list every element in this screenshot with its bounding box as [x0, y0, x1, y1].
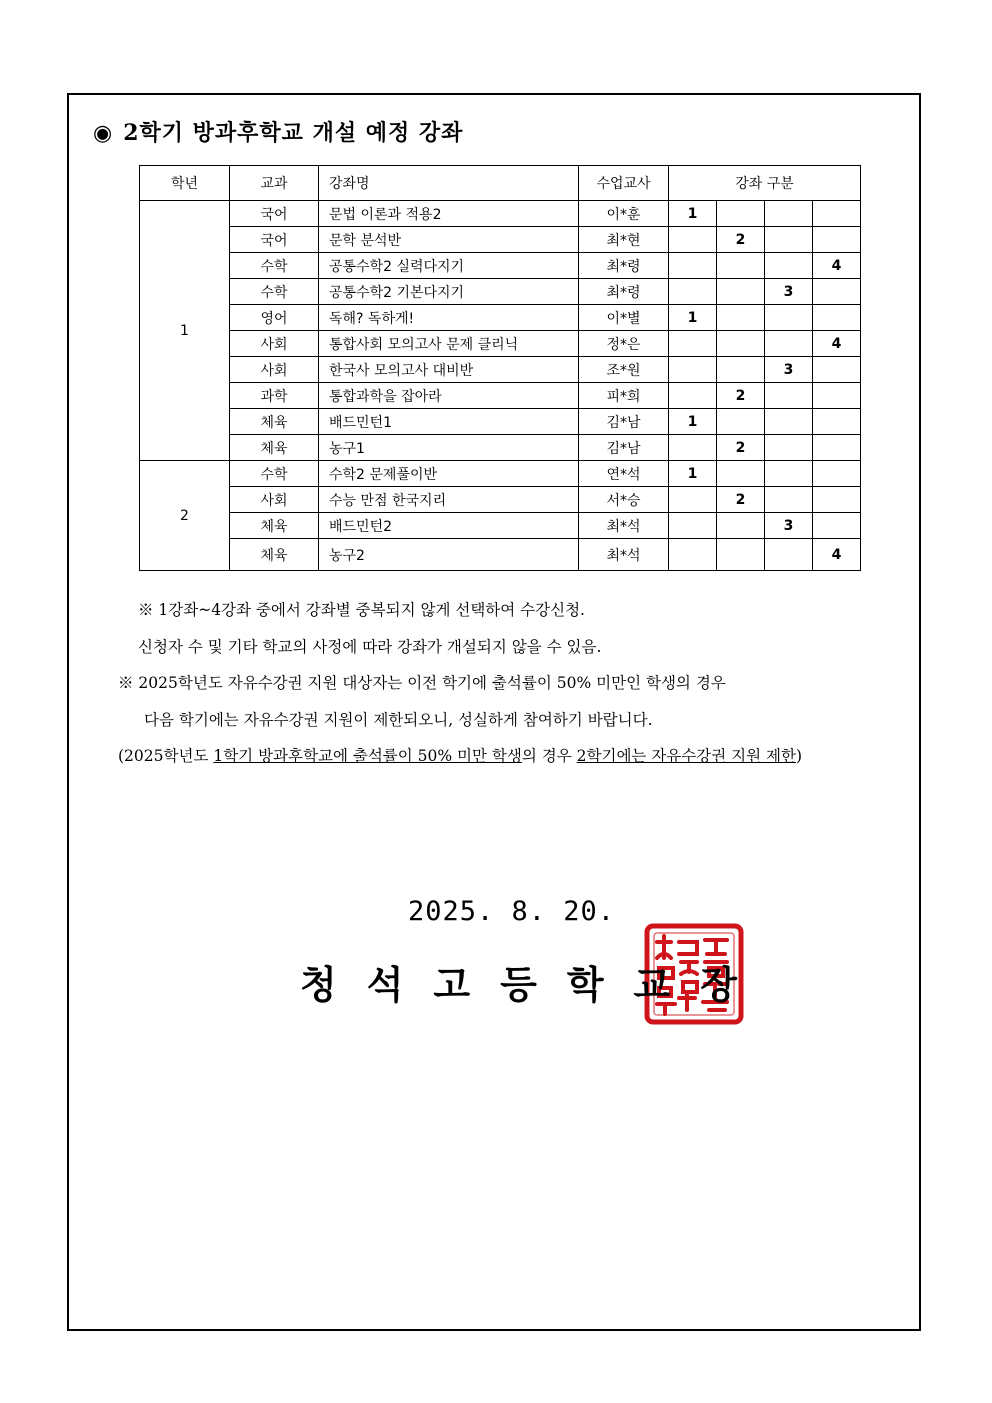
slot-cell-1: [669, 357, 717, 383]
subject-cell: 수학: [230, 253, 319, 279]
teacher-cell: 서*승: [579, 487, 669, 513]
slot-cell-4: [813, 435, 861, 461]
teacher-cell: 김*남: [579, 435, 669, 461]
slot-cell-4: 4: [813, 539, 861, 571]
slot-cell-3: 3: [765, 513, 813, 539]
teacher-cell: 피*희: [579, 383, 669, 409]
slot-cell-2: [717, 279, 765, 305]
subject-cell: 수학: [230, 461, 319, 487]
course-name-cell: 한국사 모의고사 대비반: [319, 357, 579, 383]
slot-cell-3: [765, 305, 813, 331]
slot-cell-4: 4: [813, 331, 861, 357]
issue-date: 2025. 8. 20.: [408, 896, 616, 927]
subject-cell: 사회: [230, 331, 319, 357]
course-name-cell: 통합사회 모의고사 문제 클리닉: [319, 331, 579, 357]
note-line-5-part-1: (2025학년도: [118, 747, 214, 765]
table-row: [140, 357, 861, 383]
table-row: [140, 409, 861, 435]
course-name-cell: 문법 이론과 적용2: [319, 201, 579, 227]
course-name-cell: 농구1: [319, 435, 579, 461]
table-row: [140, 279, 861, 305]
course-table: [139, 165, 861, 571]
slot-cell-2: [717, 409, 765, 435]
subject-cell: 체육: [230, 539, 319, 571]
slot-cell-2: 2: [717, 383, 765, 409]
subject-cell: 체육: [230, 435, 319, 461]
slot-cell-4: [813, 201, 861, 227]
table-row: [140, 201, 861, 227]
course-name-cell: 수학2 문제풀이반: [319, 461, 579, 487]
slot-cell-3: 3: [765, 357, 813, 383]
slot-cell-4: [813, 487, 861, 513]
slot-cell-3: [765, 253, 813, 279]
slot-cell-1: 1: [669, 201, 717, 227]
slot-cell-1: 1: [669, 305, 717, 331]
course-name-cell: 문학 분석반: [319, 227, 579, 253]
slot-cell-1: [669, 383, 717, 409]
table-row: [140, 487, 861, 513]
slot-cell-4: 4: [813, 253, 861, 279]
course-name-cell: 수능 만점 한국지리: [319, 487, 579, 513]
teacher-cell: 최*령: [579, 279, 669, 305]
slot-cell-3: [765, 383, 813, 409]
note-line-1: ※ 1강좌~4강좌 중에서 강좌별 중복되지 않게 선택하여 수강신청.: [138, 601, 585, 619]
table-body: [140, 201, 861, 571]
subject-cell: 과학: [230, 383, 319, 409]
section-title: [93, 116, 463, 147]
slot-cell-2: 2: [717, 435, 765, 461]
header-grade: 학년: [140, 166, 230, 201]
slot-cell-4: [813, 409, 861, 435]
slot-cell-1: [669, 331, 717, 357]
slot-cell-3: [765, 487, 813, 513]
note-line-2: 신청자 수 및 기타 학교의 사정에 따라 강좌가 개설되지 않을 수 있음.: [138, 637, 602, 656]
note-line-5-underline-1: 1학기 방과후학교에 출석률이 50% 미만 학생: [213, 747, 522, 765]
slot-cell-4: [813, 513, 861, 539]
teacher-cell: 조*원: [579, 357, 669, 383]
slot-cell-1: [669, 513, 717, 539]
course-name-cell: 독해? 독하게!: [319, 305, 579, 331]
course-name-cell: 농구2: [319, 539, 579, 571]
teacher-cell: 이*훈: [579, 201, 669, 227]
table-row: [140, 227, 861, 253]
slot-cell-4: [813, 357, 861, 383]
teacher-cell: 정*은: [579, 331, 669, 357]
slot-cell-2: [717, 539, 765, 571]
note-line-3: ※ 2025학년도 자유수강권 지원 대상자는 이전 학기에 출석률이 50% 미만인 학생의 경우: [118, 674, 726, 692]
subject-cell: 체육: [230, 513, 319, 539]
slot-cell-1: [669, 227, 717, 253]
slot-cell-1: [669, 539, 717, 571]
table-row: [140, 461, 861, 487]
slot-cell-2: 2: [717, 487, 765, 513]
radio-bullet-icon: ◉: [93, 121, 114, 146]
subject-cell: 영어: [230, 305, 319, 331]
table-row: [140, 435, 861, 461]
teacher-cell: 최*석: [579, 513, 669, 539]
slot-cell-2: [717, 331, 765, 357]
course-name-cell: 배드민턴2: [319, 513, 579, 539]
note-line-5: [118, 738, 802, 775]
slot-cell-1: [669, 487, 717, 513]
grade-cell: 2: [140, 461, 230, 571]
slot-cell-1: 1: [669, 409, 717, 435]
teacher-cell: 최*현: [579, 227, 669, 253]
course-name-cell: 공통수학2 실력다지기: [319, 253, 579, 279]
slot-cell-4: [813, 305, 861, 331]
slot-cell-4: [813, 227, 861, 253]
slot-cell-3: [765, 435, 813, 461]
school-principal-name: 청석고등학교장: [300, 962, 767, 1007]
course-name-cell: 통합과학을 잡아라: [319, 383, 579, 409]
slot-cell-2: [717, 461, 765, 487]
slot-cell-4: [813, 279, 861, 305]
table-row: [140, 331, 861, 357]
table-row: [140, 305, 861, 331]
table-row: [140, 539, 861, 571]
slot-cell-3: 3: [765, 279, 813, 305]
table-header-row: [140, 166, 861, 201]
teacher-cell: 최*석: [579, 539, 669, 571]
slot-cell-2: [717, 513, 765, 539]
header-course: 강좌명: [319, 166, 579, 201]
slot-cell-3: [765, 201, 813, 227]
slot-cell-1: 1: [669, 461, 717, 487]
header-slot: 강좌 구분: [669, 166, 861, 201]
slot-cell-2: [717, 201, 765, 227]
note-line-5-part-2: 의 경우: [521, 747, 577, 765]
teacher-cell: 김*남: [579, 409, 669, 435]
slot-cell-3: [765, 227, 813, 253]
subject-cell: 사회: [230, 357, 319, 383]
slot-cell-4: [813, 383, 861, 409]
subject-cell: 사회: [230, 487, 319, 513]
subject-cell: 국어: [230, 227, 319, 253]
slot-cell-3: [765, 539, 813, 571]
slot-cell-4: [813, 461, 861, 487]
table-row: [140, 253, 861, 279]
slot-cell-1: [669, 253, 717, 279]
slot-cell-2: 2: [717, 227, 765, 253]
table-row: [140, 383, 861, 409]
note-line-5-underline-2: 2학기에는 자유수강권 지원 제한: [576, 747, 796, 765]
slot-cell-3: [765, 331, 813, 357]
notes: [118, 592, 802, 775]
slot-cell-2: [717, 305, 765, 331]
header-teacher: 수업교사: [579, 166, 669, 201]
table-row: [140, 513, 861, 539]
section-title-text: 2학기 방과후학교 개설 예정 강좌: [123, 120, 464, 146]
subject-cell: 수학: [230, 279, 319, 305]
teacher-cell: 최*령: [579, 253, 669, 279]
teacher-cell: 연*석: [579, 461, 669, 487]
slot-cell-2: [717, 357, 765, 383]
slot-cell-1: [669, 435, 717, 461]
slot-cell-1: [669, 279, 717, 305]
slot-cell-3: [765, 461, 813, 487]
course-name-cell: 배드민턴1: [319, 409, 579, 435]
subject-cell: 체육: [230, 409, 319, 435]
teacher-cell: 이*별: [579, 305, 669, 331]
slot-cell-2: [717, 253, 765, 279]
grade-cell: 1: [140, 201, 230, 461]
subject-cell: 국어: [230, 201, 319, 227]
header-subject: 교과: [230, 166, 319, 201]
slot-cell-3: [765, 409, 813, 435]
course-name-cell: 공통수학2 기본다지기: [319, 279, 579, 305]
note-line-4: 다음 학기에는 자유수강권 지원이 제한되오니, 성실하게 참여하기 바랍니다.: [144, 710, 653, 729]
note-line-5-part-3: ): [795, 747, 803, 765]
